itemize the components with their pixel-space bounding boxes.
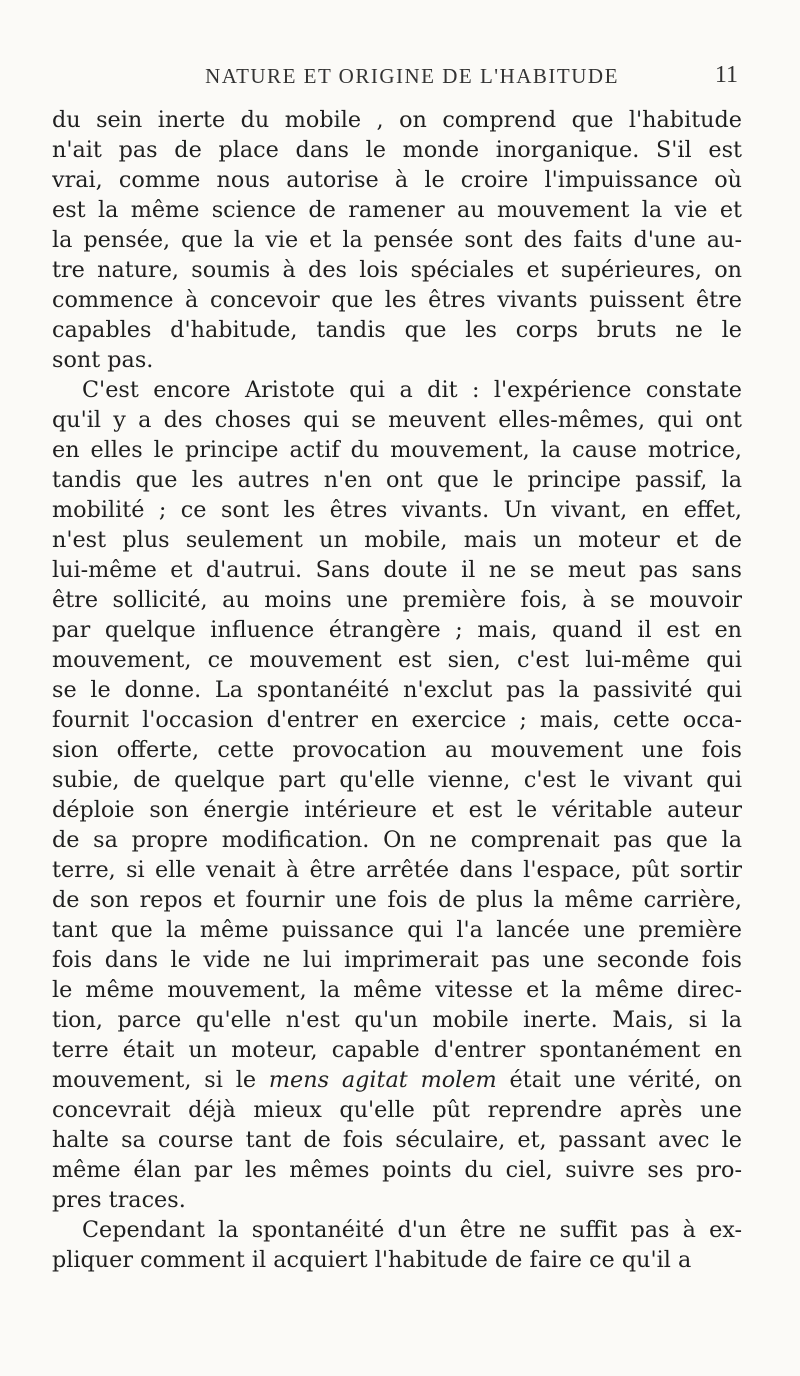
text-line: mouvement, ce mouvement est sien, c'est lui-même qui — [52, 647, 742, 673]
text-line: la pensée, que la vie et la pensée sont des faits d'une au- — [52, 227, 742, 253]
text-line: pliquer comment il acquiert l'habitude de faire ce qu'il a — [52, 1247, 692, 1273]
text-line: le même mouvement, la même vitesse et la même direc- — [52, 977, 742, 1003]
text-line: concevrait déjà mieux qu'elle pût reprendre après une — [52, 1097, 742, 1123]
text-line: mobilité ; ce sont les êtres vivants. Un vivant, en effet, — [52, 497, 742, 523]
book-page — [52, 62, 742, 1352]
text-line: sion offerte, cette provocation au mouvement une fois — [52, 737, 742, 763]
text-line: lui-même et d'autrui. Sans doute il ne se meut pas sans — [52, 557, 742, 583]
text-line: vrai, comme nous autorise à le croire l'impuissance où — [52, 167, 742, 193]
text-line: fois dans le vide ne lui imprimerait pas une seconde fois — [52, 947, 742, 973]
text-line: tandis que les autres n'en ont que le principe passif, la — [52, 467, 742, 493]
text-line: pres traces. — [52, 1187, 186, 1213]
text-line: fournit l'occasion d'entrer en exercice ; mais, cette occa- — [52, 707, 742, 733]
latin-quote: mens agitat molem — [268, 1067, 497, 1093]
text-line: même élan par les mêmes points du ciel, suivre ses pro- — [52, 1157, 742, 1183]
text-line: tant que la même puissance qui l'a lancée une première — [52, 917, 742, 943]
text-line: qu'il y a des choses qui se meuvent elles-mêmes, qui ont — [52, 407, 742, 433]
text-line: commence à concevoir que les êtres vivants puissent être — [52, 287, 742, 313]
text-line: capables d'habitude, tandis que les corps bruts ne le — [52, 317, 742, 343]
text-line: de son repos et fournir une fois de plus la même carrière, — [52, 887, 742, 913]
text-line: n'ait pas de place dans le monde inorganique. S'il est — [52, 137, 742, 163]
running-head: NATURE ET ORIGINE DE L'HABITUDE — [205, 64, 619, 88]
text-line: n'est plus seulement un mobile, mais un moteur et de — [52, 527, 742, 553]
text-line: Cependant la spontanéité d'un être ne suffit pas à ex- — [82, 1217, 742, 1243]
text-line: de sa propre modification. On ne comprenait pas que la — [52, 827, 742, 853]
text-line: du sein inerte du mobile , on comprend que l'habitude — [52, 107, 742, 133]
text-line — [52, 1065, 742, 1095]
text-line: se le donne. La spontanéité n'exclut pas la passivité qui — [52, 677, 742, 703]
text-line: déploie son énergie intérieure et est le véritable auteur — [52, 797, 742, 823]
text-line: sont pas. — [52, 347, 154, 373]
text-line: terre, si elle venait à être arrêtée dans l'espace, pût sortir — [52, 857, 742, 883]
text-line: C'est encore Aristote qui a dit : l'expérience constate — [82, 377, 742, 403]
text-line: en elles le principe actif du mouvement, la cause motrice, — [52, 437, 742, 463]
page-header — [52, 62, 742, 92]
page-number: 11 — [714, 62, 738, 88]
text-line: par quelque influence étrangère ; mais, quand il est en — [52, 617, 742, 643]
text-line: terre était un moteur, capable d'entrer spontanément en — [52, 1037, 742, 1063]
body-text — [52, 105, 742, 1275]
text-line: est la même science de ramener au mouvement la vie et — [52, 197, 742, 223]
text-segment: était une vérité, on — [509, 1067, 742, 1093]
text-segment: mouvement, si le — [52, 1067, 257, 1093]
text-line: halte sa course tant de fois séculaire, et, passant avec le — [52, 1127, 742, 1153]
text-line: subie, de quelque part qu'elle vienne, c'est le vivant qui — [52, 767, 742, 793]
text-line: être sollicité, au moins une première fois, à se mouvoir — [52, 587, 742, 613]
text-line: tion, parce qu'elle n'est qu'un mobile inerte. Mais, si la — [52, 1007, 742, 1033]
text-line: tre nature, soumis à des lois spéciales et supérieures, on — [52, 257, 742, 283]
